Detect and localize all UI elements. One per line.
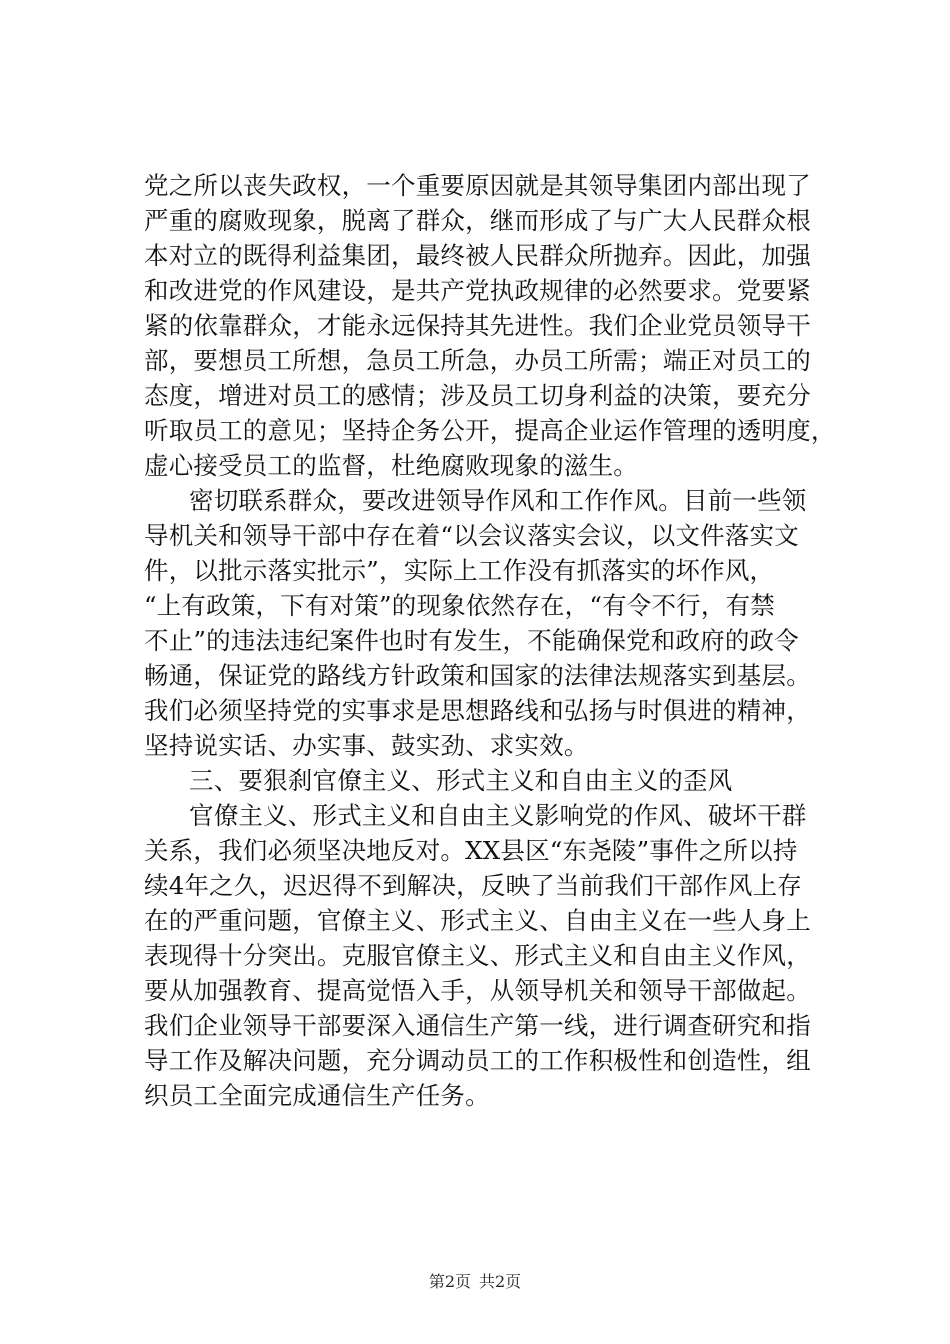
text-line: 织员工全面完成通信生产任务。	[144, 1081, 490, 1110]
page-footer	[0, 1272, 950, 1292]
text-line: 听取员工的意见；坚持企务公开，提高企业运作管理的透明度，	[144, 416, 836, 445]
text-line: 关系，我们必须坚决地反对。XX县区“东尧陵”事件之所以持	[144, 836, 798, 865]
text-line: “上有政策，下有对策”的现象依然存在，“有令不行，有禁	[144, 591, 775, 620]
text-line: 严重的腐败现象，脱离了群众，继而形成了与广大人民群众根	[144, 206, 811, 235]
text-line: 我们必须坚持党的实事求是思想路线和弘扬与时俱进的精神，	[144, 696, 811, 725]
text-line: 续4年之久，迟迟得不到解决，反映了当前我们干部作风上存	[144, 871, 802, 900]
text-line: 在的严重问题，官僚主义、形式主义、自由主义在一些人身上	[144, 906, 811, 935]
page-number-total: 共2页	[479, 1272, 522, 1291]
text-line: 和改进党的作风建设，是共产党执政规律的必然要求。党要紧	[144, 276, 811, 305]
text-line: 畅通，保证党的路线方针政策和国家的法律法规落实到基层。	[144, 661, 811, 690]
page-number-current: 第2页	[428, 1272, 471, 1291]
text-line: 部，要想员工所想，急员工所急，办员工所需；端正对员工的	[144, 346, 811, 375]
text-line: 虚心接受员工的监督，杜绝腐败现象的滋生。	[144, 451, 638, 480]
text-line: 导机关和领导干部中存在着“以会议落实会议，以文件落实文	[144, 521, 799, 550]
text-line: 态度，增进对员工的感情；涉及员工切身利益的决策，要充分	[144, 381, 811, 410]
text-line: 件，以批示落实批示”，实际上工作没有抓落实的坏作风，	[144, 556, 775, 585]
text-line: 表现得十分突出。克服官僚主义、形式主义和自由主义作风，	[144, 941, 811, 970]
document-body	[144, 168, 844, 1113]
paragraph-start-line: 官僚主义、形式主义和自由主义影响党的作风、破坏干群	[189, 801, 807, 830]
text-line: 我们企业领导干部要深入通信生产第一线，进行调查研究和指	[144, 1011, 811, 1040]
text-line: 党之所以丧失政权，一个重要原因就是其领导集团内部出现了	[144, 171, 811, 200]
text-line: 本对立的既得利益集团，最终被人民群众所抛弃。因此，加强	[144, 241, 811, 270]
text-line: 坚持说实话、办实事、鼓实劲、求实效。	[144, 731, 589, 760]
section-heading: 三、要狠刹官僚主义、形式主义和自由主义的歪风	[189, 766, 733, 795]
paragraph-start-line: 密切联系群众，要改进领导作风和工作作风。目前一些领	[189, 486, 807, 515]
text-line: 不止”的违法违纪案件也时有发生，不能确保党和政府的政令	[144, 626, 799, 655]
text-line: 紧的依靠群众，才能永远保持其先进性。我们企业党员领导干	[144, 311, 811, 340]
text-line: 导工作及解决问题，充分调动员工的工作积极性和创造性，组	[144, 1046, 811, 1075]
text-line: 要从加强教育、提高觉悟入手，从领导机关和领导干部做起。	[144, 976, 811, 1005]
